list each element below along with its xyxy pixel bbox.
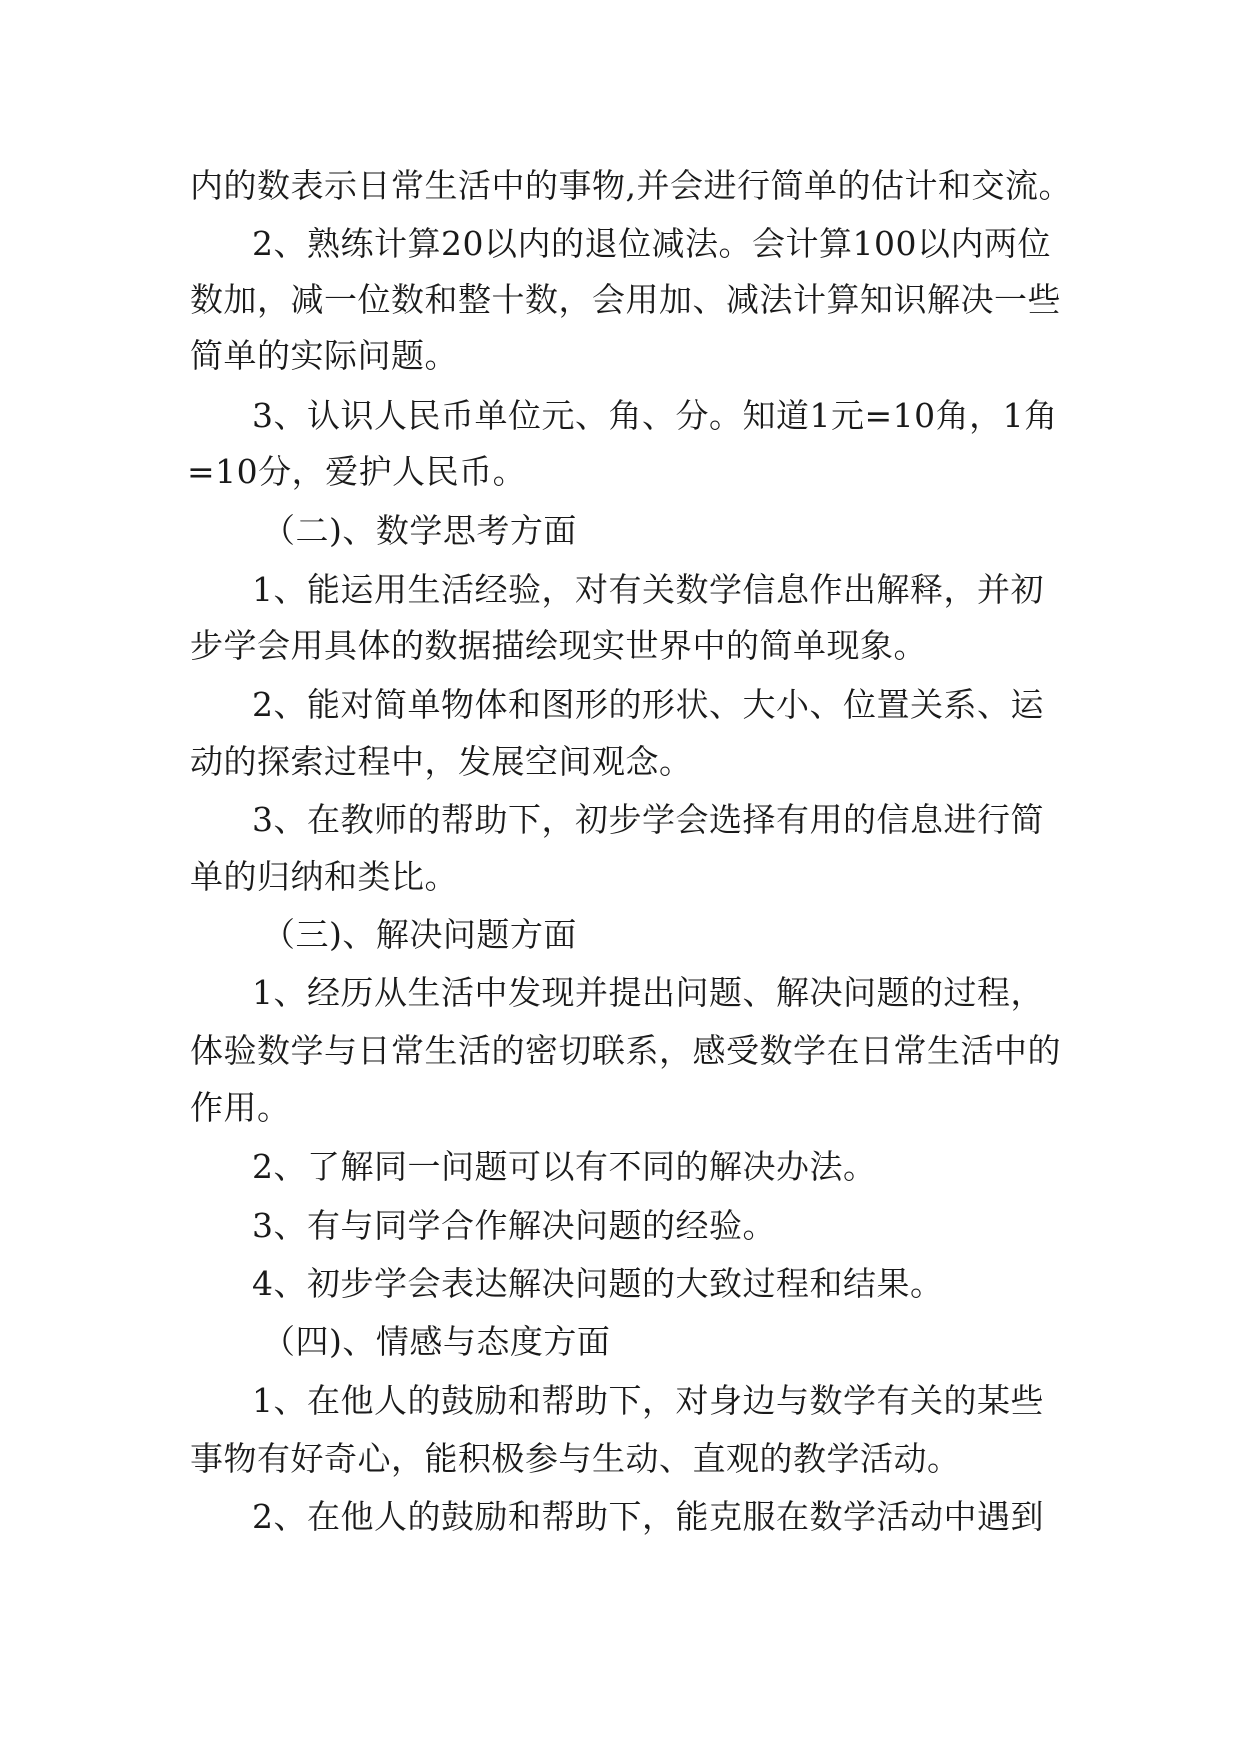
text-line: 步学会用具体的数据描绘现实世界中的简单现象。 [190,626,927,665]
text-line: 1、能运用生活经验，对有关数学信息作出解释，并初 [252,570,1044,609]
text-line: 2、能对简单物体和图形的形状、大小、位置关系、运 [252,685,1044,724]
text-line: 单的归纳和类比。 [190,857,458,896]
text-line: =10分，爱护人民币。 [187,452,527,491]
text-line: 3、有与同学合作解决问题的经验。 [252,1206,776,1245]
text-line: 2、了解同一问题可以有不同的解决办法。 [252,1147,877,1186]
text-line: 动的探索过程中，发展空间观念。 [190,742,693,781]
section-heading: （二)、数学思考方面 [262,511,577,550]
text-line: 2、熟练计算20以内的退位减法。会计算100以内两位 [252,224,1051,263]
text-line: 作用。 [190,1088,291,1127]
text-line: 1、在他人的鼓励和帮助下，对身边与数学有关的某些 [252,1381,1044,1420]
text-line: 4、初步学会表达解决问题的大致过程和结果。 [252,1264,944,1303]
section-heading: （四)、情感与态度方面 [262,1322,611,1361]
text-line: 1、经历从生活中发现并提出问题、解决问题的过程， [252,973,1044,1012]
text-line: 事物有好奇心，能积极参与生动、直观的教学活动。 [190,1439,961,1478]
text-line: 内的数表示日常生活中的事物,并会进行简单的估计和交流。 [190,166,1072,205]
text-line: 简单的实际问题。 [190,336,458,375]
section-heading: （三)、解决问题方面 [262,915,577,954]
text-line: 3、在教师的帮助下，初步学会选择有用的信息进行简 [252,800,1044,839]
text-line: 2、在他人的鼓励和帮助下，能克服在数学活动中遇到 [252,1497,1044,1536]
text-line: 体验数学与日常生活的密切联系，感受数学在日常生活中的 [190,1031,1061,1070]
text-line: 3、认识人民币单位元、角、分。知道1元=10角，1角 [252,396,1058,435]
text-line: 数加，减一位数和整十数，会用加、减法计算知识解决一些 [190,280,1061,319]
